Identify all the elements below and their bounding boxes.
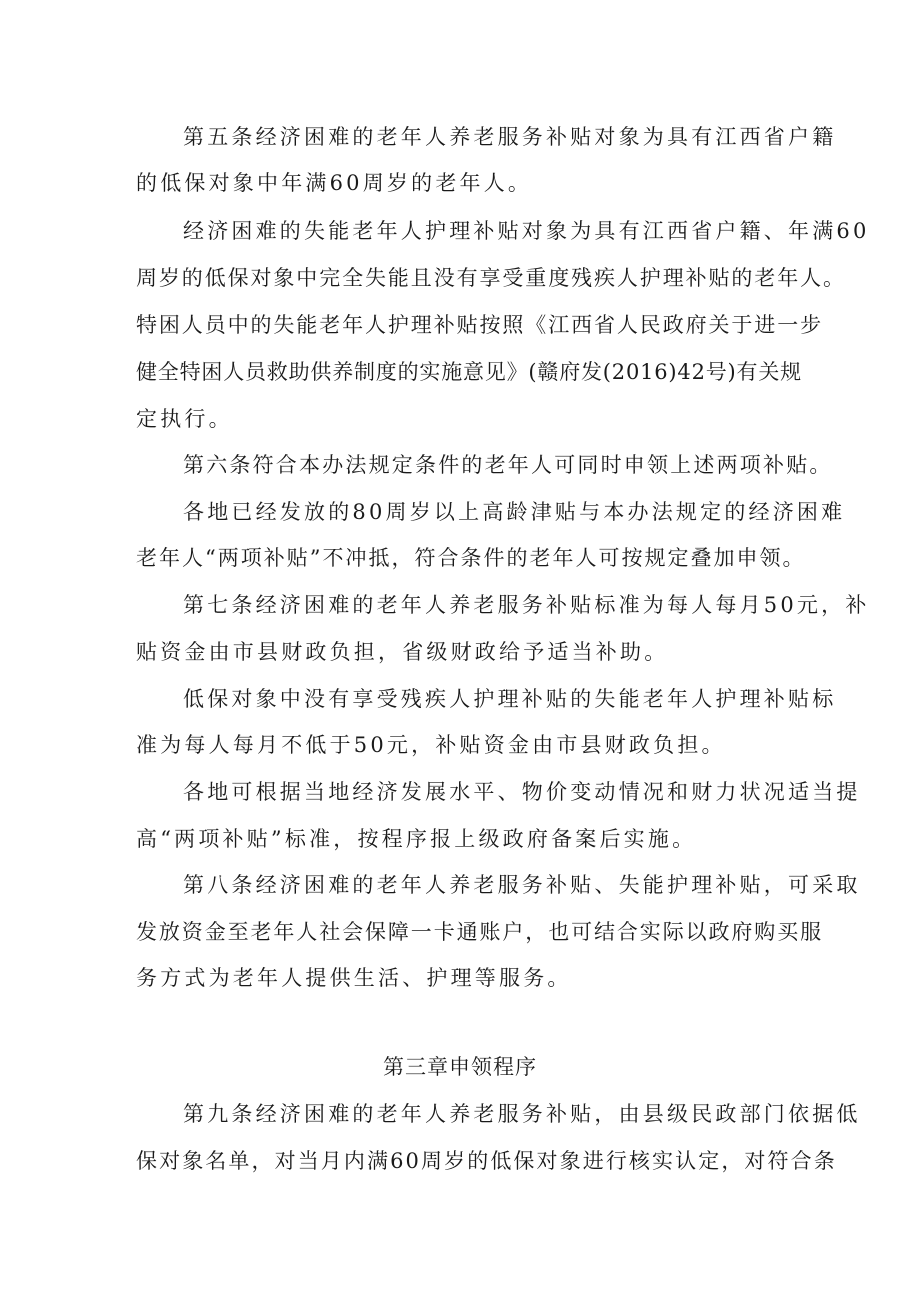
- paragraph-line: 老年人“两项补贴”不冲抵，符合条件的老年人可按规定叠加申领。: [136, 546, 806, 570]
- paragraph-line: 准为每人每月不低于50元，补贴资金由市县财政负担。: [136, 733, 726, 757]
- paragraph-line: 经济困难的失能老年人护理补贴对象为具有江西省户籍、年满60: [183, 219, 870, 243]
- paragraph-line: 低保对象中没有享受残疾人护理补贴的失能老年人护理补贴标: [183, 687, 837, 711]
- paragraph-line: 第九条经济困难的老年人养老服务补贴，由县级民政部门依据低: [183, 1102, 861, 1126]
- chapter-heading: 第三章申领程序: [383, 1055, 537, 1079]
- paragraph-line: 健全特困人员救助供养制度的实施意见》(赣府发(2016)42号)有关规: [136, 360, 802, 384]
- paragraph-line: 各地已经发放的80周岁以上高龄津贴与本办法规定的经济困难: [183, 500, 846, 524]
- paragraph-line: 贴资金由市县财政负担，省级财政给予适当补助。: [136, 640, 669, 664]
- paragraph-line: 第七条经济困难的老年人养老服务补贴标准为每人每月50元，补: [183, 593, 870, 617]
- paragraph-line: 第八条经济困难的老年人养老服务补贴、失能护理补贴，可采取: [183, 873, 861, 897]
- paragraph-line: 特困人员中的失能老年人护理补贴按照《江西省人民政府关于进一步: [136, 313, 823, 337]
- paragraph-line: 定执行。: [136, 407, 233, 431]
- paragraph-line: 发放资金至老年人社会保障一卡通账户，也可结合实际以政府购买服: [136, 920, 823, 944]
- paragraph-line: 的低保对象中年满60周岁的老年人。: [136, 171, 533, 195]
- paragraph-line: 第六条符合本办法规定条件的老年人可同时申领上述两项补贴。: [183, 453, 833, 477]
- paragraph-line: 务方式为老年人提供生活、护理等服务。: [136, 966, 572, 990]
- paragraph-line: 高“两项补贴”标准，按程序报上级政府备案后实施。: [136, 827, 697, 851]
- paragraph-line: 周岁的低保对象中完全失能且没有享受重度残疾人护理补贴的老年人。: [136, 266, 846, 290]
- paragraph-line: 第五条经济困难的老年人养老服务补贴对象为具有江西省户籍: [183, 125, 837, 149]
- paragraph-line: 各地可根据当地经济发展水平、物价变动情况和财力状况适当提: [183, 780, 861, 804]
- paragraph-line: 保对象名单，对当月内满60周岁的低保对象进行核实认定，对符合条: [136, 1149, 837, 1173]
